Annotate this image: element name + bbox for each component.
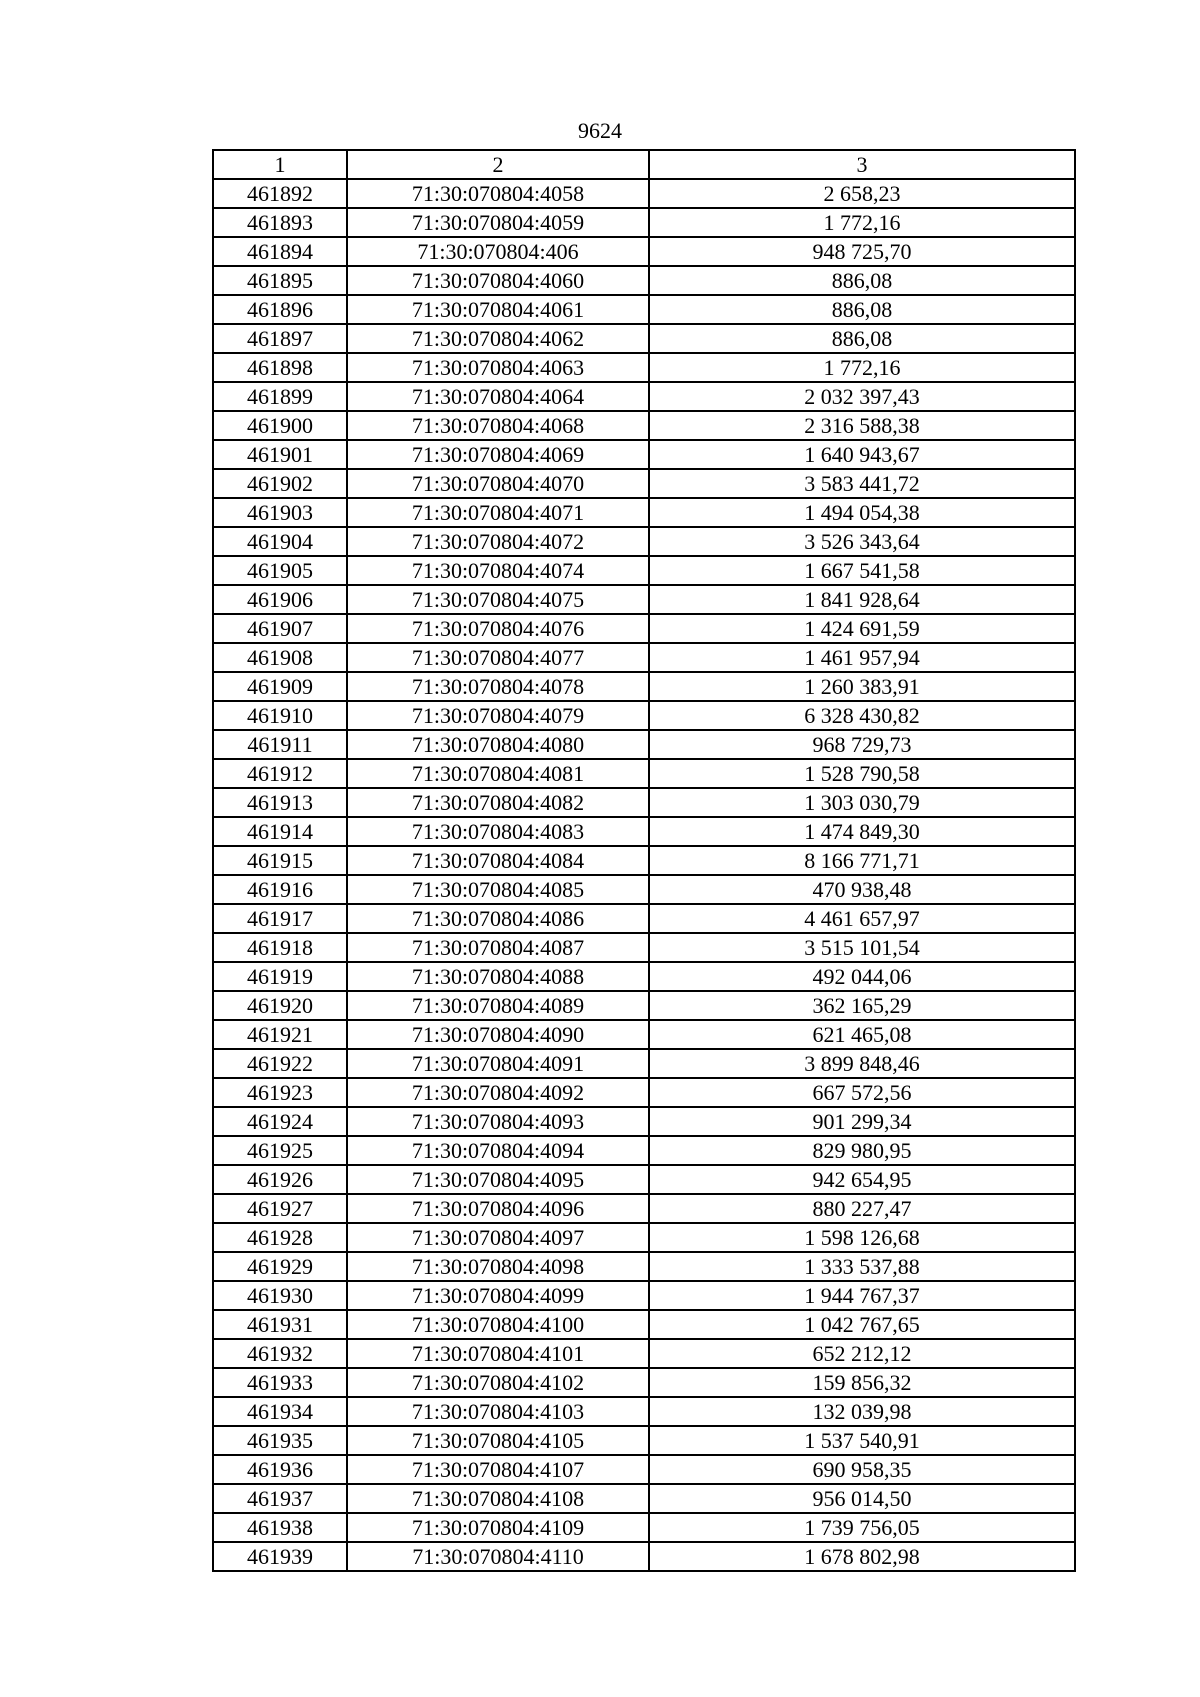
table-row bbox=[213, 1310, 1075, 1339]
value-cell: 3 526 343,64 bbox=[649, 527, 1075, 556]
cadastral-number-cell: 71:30:070804:4093 bbox=[347, 1107, 649, 1136]
table-row bbox=[213, 266, 1075, 295]
cadastral-number-cell: 71:30:070804:4088 bbox=[347, 962, 649, 991]
value-cell: 1 528 790,58 bbox=[649, 759, 1075, 788]
cadastral-number-cell: 71:30:070804:4082 bbox=[347, 788, 649, 817]
row-number-cell: 461921 bbox=[213, 1020, 347, 1049]
table-body bbox=[213, 179, 1075, 1571]
cadastral-number-cell: 71:30:070804:4064 bbox=[347, 382, 649, 411]
table-row bbox=[213, 1484, 1075, 1513]
row-number-cell: 461895 bbox=[213, 266, 347, 295]
table-row bbox=[213, 498, 1075, 527]
value-cell: 1 598 126,68 bbox=[649, 1223, 1075, 1252]
table-row bbox=[213, 527, 1075, 556]
row-number-cell: 461926 bbox=[213, 1165, 347, 1194]
table-row bbox=[213, 179, 1075, 208]
row-number-cell: 461905 bbox=[213, 556, 347, 585]
row-number-cell: 461935 bbox=[213, 1426, 347, 1455]
value-cell: 3 899 848,46 bbox=[649, 1049, 1075, 1078]
cadastral-number-cell: 71:30:070804:4072 bbox=[347, 527, 649, 556]
row-number-cell: 461925 bbox=[213, 1136, 347, 1165]
cadastral-number-cell: 71:30:070804:4077 bbox=[347, 643, 649, 672]
row-number-cell: 461910 bbox=[213, 701, 347, 730]
table-header-row bbox=[213, 150, 1075, 179]
table-row bbox=[213, 846, 1075, 875]
table-row bbox=[213, 701, 1075, 730]
table-row bbox=[213, 1455, 1075, 1484]
cadastral-number-cell: 71:30:070804:4068 bbox=[347, 411, 649, 440]
table-row bbox=[213, 237, 1075, 266]
value-cell: 492 044,06 bbox=[649, 962, 1075, 991]
value-cell: 8 166 771,71 bbox=[649, 846, 1075, 875]
value-cell: 1 739 756,05 bbox=[649, 1513, 1075, 1542]
value-cell: 621 465,08 bbox=[649, 1020, 1075, 1049]
value-cell: 1 640 943,67 bbox=[649, 440, 1075, 469]
table-row bbox=[213, 730, 1075, 759]
table-row bbox=[213, 875, 1075, 904]
row-number-cell: 461912 bbox=[213, 759, 347, 788]
value-cell: 901 299,34 bbox=[649, 1107, 1075, 1136]
value-cell: 956 014,50 bbox=[649, 1484, 1075, 1513]
value-cell: 1 424 691,59 bbox=[649, 614, 1075, 643]
value-cell: 1 333 537,88 bbox=[649, 1252, 1075, 1281]
value-cell: 132 039,98 bbox=[649, 1397, 1075, 1426]
table-row bbox=[213, 585, 1075, 614]
row-number-cell: 461917 bbox=[213, 904, 347, 933]
table-row bbox=[213, 324, 1075, 353]
row-number-cell: 461918 bbox=[213, 933, 347, 962]
table-row bbox=[213, 672, 1075, 701]
table-row bbox=[213, 1165, 1075, 1194]
table-header bbox=[213, 150, 1075, 179]
table-row bbox=[213, 1049, 1075, 1078]
table-row bbox=[213, 1223, 1075, 1252]
row-number-cell: 461913 bbox=[213, 788, 347, 817]
cadastral-number-cell: 71:30:070804:4081 bbox=[347, 759, 649, 788]
table-row bbox=[213, 1136, 1075, 1165]
table-row bbox=[213, 1252, 1075, 1281]
cadastral-number-cell: 71:30:070804:4091 bbox=[347, 1049, 649, 1078]
cadastral-number-cell: 71:30:070804:4094 bbox=[347, 1136, 649, 1165]
table-row bbox=[213, 1368, 1075, 1397]
value-cell: 652 212,12 bbox=[649, 1339, 1075, 1368]
cadastral-number-cell: 71:30:070804:4095 bbox=[347, 1165, 649, 1194]
cadastral-number-cell: 71:30:070804:4070 bbox=[347, 469, 649, 498]
value-cell: 2 658,23 bbox=[649, 179, 1075, 208]
row-number-cell: 461932 bbox=[213, 1339, 347, 1368]
value-cell: 470 938,48 bbox=[649, 875, 1075, 904]
row-number-cell: 461923 bbox=[213, 1078, 347, 1107]
row-number-cell: 461897 bbox=[213, 324, 347, 353]
value-cell: 1 944 767,37 bbox=[649, 1281, 1075, 1310]
cadastral-number-cell: 71:30:070804:4103 bbox=[347, 1397, 649, 1426]
value-cell: 4 461 657,97 bbox=[649, 904, 1075, 933]
row-number-cell: 461922 bbox=[213, 1049, 347, 1078]
row-number-cell: 461937 bbox=[213, 1484, 347, 1513]
value-cell: 886,08 bbox=[649, 266, 1075, 295]
cadastral-number-cell: 71:30:070804:4063 bbox=[347, 353, 649, 382]
table-row bbox=[213, 933, 1075, 962]
table-row bbox=[213, 991, 1075, 1020]
cadastral-number-cell: 71:30:070804:4100 bbox=[347, 1310, 649, 1339]
row-number-cell: 461901 bbox=[213, 440, 347, 469]
value-cell: 1 461 957,94 bbox=[649, 643, 1075, 672]
cadastral-number-cell: 71:30:070804:4060 bbox=[347, 266, 649, 295]
value-cell: 1 494 054,38 bbox=[649, 498, 1075, 527]
row-number-cell: 461908 bbox=[213, 643, 347, 672]
row-number-cell: 461919 bbox=[213, 962, 347, 991]
value-cell: 886,08 bbox=[649, 324, 1075, 353]
column-header-1: 1 bbox=[213, 150, 347, 179]
cadastral-number-cell: 71:30:070804:4078 bbox=[347, 672, 649, 701]
value-cell: 1 537 540,91 bbox=[649, 1426, 1075, 1455]
cadastral-number-cell: 71:30:070804:4075 bbox=[347, 585, 649, 614]
row-number-cell: 461893 bbox=[213, 208, 347, 237]
table-row bbox=[213, 1281, 1075, 1310]
value-cell: 159 856,32 bbox=[649, 1368, 1075, 1397]
row-number-cell: 461928 bbox=[213, 1223, 347, 1252]
table-row bbox=[213, 1078, 1075, 1107]
cadastral-number-cell: 71:30:070804:4108 bbox=[347, 1484, 649, 1513]
column-header-3: 3 bbox=[649, 150, 1075, 179]
data-table bbox=[212, 149, 1076, 1572]
row-number-cell: 461915 bbox=[213, 846, 347, 875]
table-row bbox=[213, 208, 1075, 237]
table-row bbox=[213, 643, 1075, 672]
table-row bbox=[213, 1020, 1075, 1049]
cadastral-number-cell: 71:30:070804:4092 bbox=[347, 1078, 649, 1107]
cadastral-number-cell: 71:30:070804:4058 bbox=[347, 179, 649, 208]
row-number-cell: 461894 bbox=[213, 237, 347, 266]
cadastral-number-cell: 71:30:070804:4087 bbox=[347, 933, 649, 962]
row-number-cell: 461936 bbox=[213, 1455, 347, 1484]
cadastral-number-cell: 71:30:070804:4089 bbox=[347, 991, 649, 1020]
row-number-cell: 461927 bbox=[213, 1194, 347, 1223]
cadastral-number-cell: 71:30:070804:4098 bbox=[347, 1252, 649, 1281]
value-cell: 968 729,73 bbox=[649, 730, 1075, 759]
cadastral-number-cell: 71:30:070804:4105 bbox=[347, 1426, 649, 1455]
cadastral-number-cell: 71:30:070804:4061 bbox=[347, 295, 649, 324]
value-cell: 886,08 bbox=[649, 295, 1075, 324]
value-cell: 1 303 030,79 bbox=[649, 788, 1075, 817]
table-row bbox=[213, 440, 1075, 469]
value-cell: 1 667 541,58 bbox=[649, 556, 1075, 585]
row-number-cell: 461898 bbox=[213, 353, 347, 382]
row-number-cell: 461909 bbox=[213, 672, 347, 701]
row-number-cell: 461906 bbox=[213, 585, 347, 614]
row-number-cell: 461902 bbox=[213, 469, 347, 498]
row-number-cell: 461930 bbox=[213, 1281, 347, 1310]
value-cell: 1 772,16 bbox=[649, 208, 1075, 237]
cadastral-number-cell: 71:30:070804:4096 bbox=[347, 1194, 649, 1223]
table-row bbox=[213, 1194, 1075, 1223]
row-number-cell: 461924 bbox=[213, 1107, 347, 1136]
table-row bbox=[213, 469, 1075, 498]
table-row bbox=[213, 1339, 1075, 1368]
value-cell: 1 841 928,64 bbox=[649, 585, 1075, 614]
value-cell: 3 515 101,54 bbox=[649, 933, 1075, 962]
value-cell: 3 583 441,72 bbox=[649, 469, 1075, 498]
cadastral-number-cell: 71:30:070804:4059 bbox=[347, 208, 649, 237]
row-number-cell: 461933 bbox=[213, 1368, 347, 1397]
table-row bbox=[213, 411, 1075, 440]
row-number-cell: 461939 bbox=[213, 1542, 347, 1571]
table-row bbox=[213, 788, 1075, 817]
row-number-cell: 461934 bbox=[213, 1397, 347, 1426]
value-cell: 690 958,35 bbox=[649, 1455, 1075, 1484]
cadastral-number-cell: 71:30:070804:4076 bbox=[347, 614, 649, 643]
table-row bbox=[213, 1426, 1075, 1455]
row-number-cell: 461914 bbox=[213, 817, 347, 846]
table-row bbox=[213, 614, 1075, 643]
table-row bbox=[213, 1513, 1075, 1542]
cadastral-number-cell: 71:30:070804:4085 bbox=[347, 875, 649, 904]
table-row bbox=[213, 1107, 1075, 1136]
cadastral-number-cell: 71:30:070804:4102 bbox=[347, 1368, 649, 1397]
row-number-cell: 461892 bbox=[213, 179, 347, 208]
table-row bbox=[213, 353, 1075, 382]
cadastral-number-cell: 71:30:070804:4084 bbox=[347, 846, 649, 875]
table-row bbox=[213, 382, 1075, 411]
value-cell: 1 474 849,30 bbox=[649, 817, 1075, 846]
table-row bbox=[213, 962, 1075, 991]
value-cell: 1 260 383,91 bbox=[649, 672, 1075, 701]
value-cell: 1 772,16 bbox=[649, 353, 1075, 382]
value-cell: 6 328 430,82 bbox=[649, 701, 1075, 730]
row-number-cell: 461911 bbox=[213, 730, 347, 759]
cadastral-number-cell: 71:30:070804:4080 bbox=[347, 730, 649, 759]
row-number-cell: 461931 bbox=[213, 1310, 347, 1339]
row-number-cell: 461920 bbox=[213, 991, 347, 1020]
cadastral-number-cell: 71:30:070804:4071 bbox=[347, 498, 649, 527]
cadastral-number-cell: 71:30:070804:4069 bbox=[347, 440, 649, 469]
value-cell: 880 227,47 bbox=[649, 1194, 1075, 1223]
table-row bbox=[213, 817, 1075, 846]
row-number-cell: 461929 bbox=[213, 1252, 347, 1281]
cadastral-number-cell: 71:30:070804:4107 bbox=[347, 1455, 649, 1484]
value-cell: 1 042 767,65 bbox=[649, 1310, 1075, 1339]
cadastral-number-cell: 71:30:070804:4062 bbox=[347, 324, 649, 353]
row-number-cell: 461896 bbox=[213, 295, 347, 324]
cadastral-number-cell: 71:30:070804:4109 bbox=[347, 1513, 649, 1542]
table-row bbox=[213, 1397, 1075, 1426]
row-number-cell: 461903 bbox=[213, 498, 347, 527]
value-cell: 942 654,95 bbox=[649, 1165, 1075, 1194]
value-cell: 362 165,29 bbox=[649, 991, 1075, 1020]
table-row bbox=[213, 556, 1075, 585]
value-cell: 948 725,70 bbox=[649, 237, 1075, 266]
row-number-cell: 461904 bbox=[213, 527, 347, 556]
row-number-cell: 461899 bbox=[213, 382, 347, 411]
value-cell: 829 980,95 bbox=[649, 1136, 1075, 1165]
value-cell: 2 032 397,43 bbox=[649, 382, 1075, 411]
cadastral-number-cell: 71:30:070804:4086 bbox=[347, 904, 649, 933]
table-row bbox=[213, 904, 1075, 933]
cadastral-number-cell: 71:30:070804:4101 bbox=[347, 1339, 649, 1368]
column-header-2: 2 bbox=[347, 150, 649, 179]
cadastral-number-cell: 71:30:070804:4079 bbox=[347, 701, 649, 730]
row-number-cell: 461907 bbox=[213, 614, 347, 643]
table-row bbox=[213, 1542, 1075, 1571]
row-number-cell: 461900 bbox=[213, 411, 347, 440]
value-cell: 667 572,56 bbox=[649, 1078, 1075, 1107]
value-cell: 1 678 802,98 bbox=[649, 1542, 1075, 1571]
cadastral-number-cell: 71:30:070804:4090 bbox=[347, 1020, 649, 1049]
cadastral-number-cell: 71:30:070804:4074 bbox=[347, 556, 649, 585]
cadastral-number-cell: 71:30:070804:4110 bbox=[347, 1542, 649, 1571]
table-row bbox=[213, 759, 1075, 788]
row-number-cell: 461916 bbox=[213, 875, 347, 904]
cadastral-number-cell: 71:30:070804:4097 bbox=[347, 1223, 649, 1252]
table-row bbox=[213, 295, 1075, 324]
value-cell: 2 316 588,38 bbox=[649, 411, 1075, 440]
cadastral-number-cell: 71:30:070804:406 bbox=[347, 237, 649, 266]
cadastral-number-cell: 71:30:070804:4083 bbox=[347, 817, 649, 846]
cadastral-number-cell: 71:30:070804:4099 bbox=[347, 1281, 649, 1310]
page-number: 9624 bbox=[578, 118, 622, 143]
row-number-cell: 461938 bbox=[213, 1513, 347, 1542]
